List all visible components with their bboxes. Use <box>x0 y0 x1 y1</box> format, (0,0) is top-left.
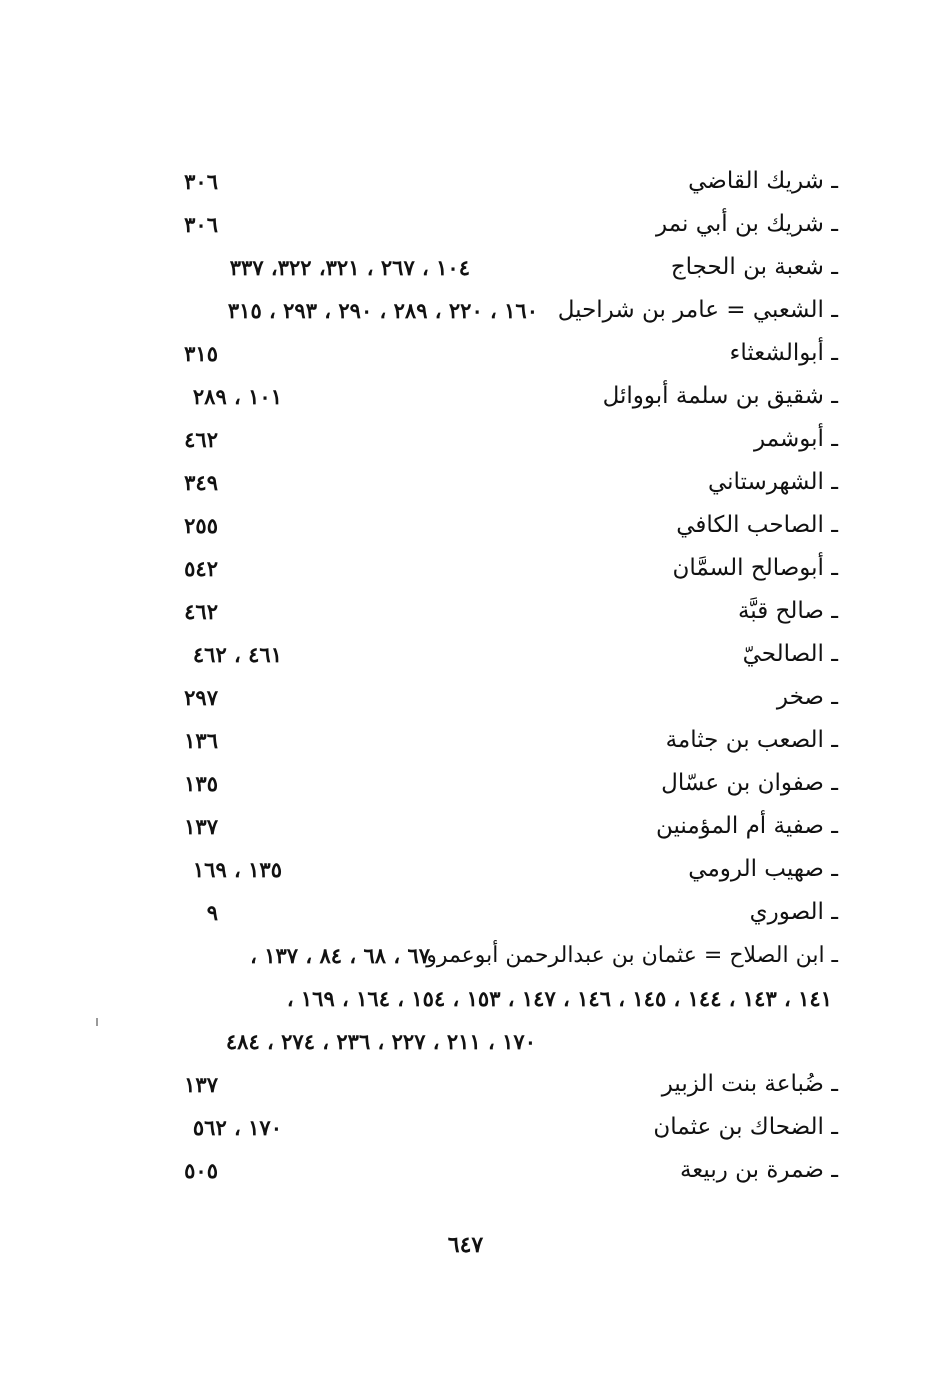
entry-name: ـ الشعبي = عامر بن شراحيل <box>557 297 838 323</box>
index-entry <box>170 1063 838 1106</box>
index-entry <box>170 848 838 891</box>
index-entry <box>170 762 838 805</box>
index-entry <box>170 590 838 633</box>
entry-pages: ٤٦١ ، ٤٦٢ <box>192 642 282 667</box>
entry-name: ـ ضُباعة بنت الزبير <box>661 1071 838 1097</box>
entry-pages: ١٣٥ <box>184 771 218 796</box>
entry-pages: ٣٤٩ <box>184 470 218 495</box>
index-entry <box>170 160 838 203</box>
entry-name: ـ الصالحيّ <box>742 641 838 667</box>
index-entry <box>170 461 838 504</box>
entry-name: ـ الشهرستاني <box>707 469 838 495</box>
entry-pages: ١٤١ ، ١٤٣ ، ١٤٤ ، ١٤٥ ، ١٤٦ ، ١٤٧ ، ١٥٣ ، ١٥٤ ، ١٦٤ ، ١٦٩ ، <box>286 986 832 1011</box>
index-entry <box>170 246 838 289</box>
entry-pages: ١٣٦ <box>184 728 218 753</box>
entry-pages: ٣٠٦ <box>184 169 218 194</box>
entry-name: ـ أبوصالح السمَّان <box>672 555 838 581</box>
entry-pages: ١٧٠ ، ٥٦٢ <box>192 1115 282 1140</box>
entry-name: ـ ضمرة بن ربيعة <box>679 1157 838 1183</box>
entry-pages: ٥٤٢ <box>184 556 218 581</box>
entry-name: ـ صالح قبَّة <box>737 598 838 624</box>
index-entry <box>170 504 838 547</box>
entry-pages: ١٣٧ <box>184 814 218 839</box>
entry-name: ـ الصاحب الكافي <box>676 512 838 538</box>
entry-name: ـ الصوري <box>749 899 838 925</box>
entry-pages: ١٣٥ ، ١٦٩ <box>192 857 282 882</box>
index-entry <box>170 805 838 848</box>
entry-pages-continuation <box>170 1020 838 1063</box>
entry-pages: ٥٠٥ <box>184 1158 218 1183</box>
index-entry <box>170 289 838 332</box>
entry-pages: ٤٦٢ <box>184 427 218 452</box>
entry-name: ـ الضحاك بن عثمان <box>653 1114 838 1140</box>
entry-name: ـ صهيب الرومي <box>688 856 838 882</box>
entry-name: ـ صفوان بن عسّال <box>661 770 838 796</box>
entry-name: ـ شقيق بن سلمة أبووائل <box>602 383 838 409</box>
entry-name: ـ الصعب بن جثامة <box>665 727 838 753</box>
entry-pages: ٣٠٦ <box>184 212 218 237</box>
entry-name: ـ شريك بن أبي نمر <box>656 211 838 237</box>
entry-pages: ٩ <box>206 900 218 925</box>
entry-name: ـ ابن الصلاح = عثمان بن عبدالرحمن أبوعمرو <box>426 943 838 968</box>
index-entry <box>170 332 838 375</box>
entry-pages: ٦٧ ، ٦٨ ، ٨٤ ، ١٣٧ ، <box>250 943 430 968</box>
entry-pages: ١٠١ ، ٢٨٩ <box>192 384 282 409</box>
entry-pages-continuation <box>170 977 838 1020</box>
entry-pages: ١٠٤ ، ٢٦٧ ، ٣٢١، ٣٢٢، ٣٣٧ <box>229 255 470 280</box>
index-entry <box>170 1106 838 1149</box>
index-entry <box>170 891 838 934</box>
index-entry <box>170 547 838 590</box>
index-entry <box>170 203 838 246</box>
index-entry <box>170 375 838 418</box>
entry-pages: ٢٩٧ <box>184 685 218 710</box>
entry-pages: ١٧٠ ، ٢١١ ، ٢٢٧ ، ٢٣٦ ، ٢٧٤ ، ٤٨٤ <box>225 1029 536 1054</box>
entry-pages: ١٦٠ ، ٢٢٠ ، ٢٨٩ ، ٢٩٠ ، ٢٩٣ ، ٣١٥ <box>227 298 538 323</box>
index-entry-multiline <box>170 934 838 977</box>
entry-name: ـ شريك القاضي <box>688 168 838 194</box>
index-entry <box>170 719 838 762</box>
entry-name: ـ صفية أم المؤمنين <box>655 813 838 839</box>
entry-pages: ٢٥٥ <box>184 513 218 538</box>
entry-pages: ١٣٧ <box>184 1072 218 1097</box>
entry-pages: ٤٦٢ <box>184 599 218 624</box>
index-entry <box>170 1149 838 1192</box>
entry-name: ـ شعبة بن الحجاج <box>670 254 838 280</box>
name-index-list <box>170 160 838 1192</box>
index-entry <box>170 633 838 676</box>
entry-pages: ٣١٥ <box>184 341 218 366</box>
entry-name: ـ أبوالشعثاء <box>729 340 838 366</box>
entry-name: ـ أبوشمر <box>754 426 838 452</box>
entry-name: ـ صخر <box>776 684 838 710</box>
page-number: ٦٤٧ <box>447 1232 484 1258</box>
index-entry <box>170 418 838 461</box>
margin-mark <box>96 1018 98 1026</box>
index-entry <box>170 676 838 719</box>
